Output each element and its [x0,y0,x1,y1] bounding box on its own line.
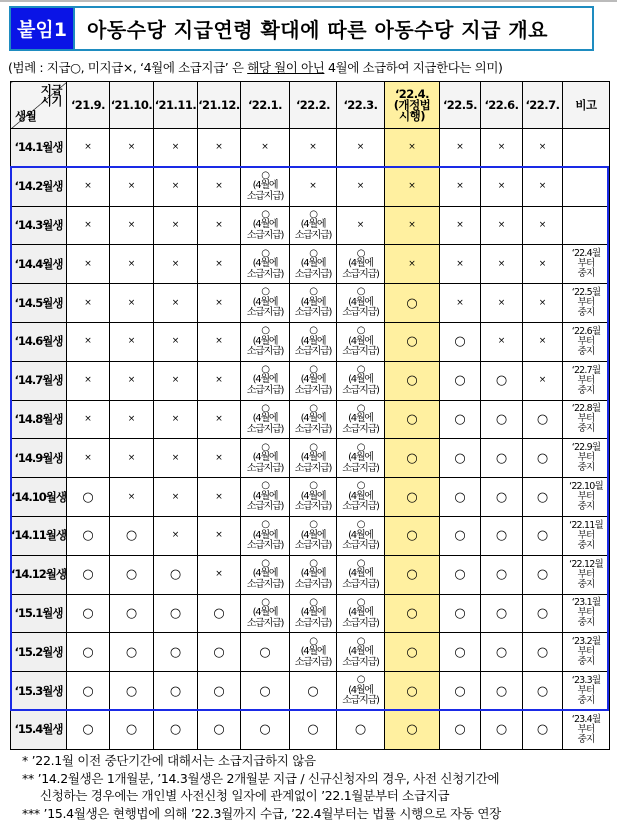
retroactive-paid-cell: ○ (4월에 소급지급) [337,594,385,633]
paid-cell: ○ [385,594,440,633]
retroactive-paid-cell: ○ (4월에 소급지급) [290,439,337,478]
paid-cell: ○ [523,710,563,749]
page-title: 아동수당 지급연령 확대에 따른 아동수당 지급 개요 [87,18,548,42]
legend [8,58,503,76]
not-paid-cell: × [337,129,385,168]
not-paid-cell: × [440,284,481,323]
corner-bottom-label: 생월 [15,109,37,123]
paid-cell: ○ [154,594,198,633]
retroactive-paid-cell: ○ (4월에 소급지급) [241,555,290,594]
paid-cell: ○ [385,322,440,361]
not-paid-cell: × [110,361,154,400]
not-paid-cell: × [523,322,563,361]
paid-cell: ○ [110,672,154,711]
not-paid-cell: × [337,167,385,206]
not-paid-cell: × [440,129,481,168]
not-paid-cell: × [154,361,198,400]
row-label: ‘14.4월생 [11,245,67,284]
paid-cell: ○ [67,516,110,555]
paid-cell: ○ [198,633,241,672]
retroactive-paid-cell: ○ (4월에 소급지급) [337,361,385,400]
retroactive-paid-cell: ○ (4월에 소급지급) [241,167,290,206]
column-header: ‘21.9. [67,82,110,129]
title-box [9,6,594,51]
not-paid-cell: × [198,439,241,478]
not-paid-cell: × [154,284,198,323]
remark-cell: ‘23.1월 부터 중지 [563,594,610,633]
retroactive-paid-cell: ○ (4월에 소급지급) [337,478,385,517]
column-header: ‘22.5. [440,82,481,129]
paid-cell: ○ [67,710,110,749]
paid-cell: ○ [110,516,154,555]
footnote-1: * ’22.1월 이전 중단기간에 대해서는 소급지급하지 않음 [22,753,316,768]
retroactive-paid-cell: ○ (4월에 소급지급) [290,245,337,284]
paid-cell: ○ [241,633,290,672]
table-row [11,710,610,749]
paid-cell: ○ [290,672,337,711]
row-label: ‘14.11월생 [11,516,67,555]
retroactive-paid-cell: ○ (4월에 소급지급) [337,245,385,284]
remark-cell: ‘22.4월 부터 중지 [563,245,610,284]
retroactive-paid-cell: ○ (4월에 소급지급) [290,322,337,361]
retroactive-paid-cell: ○ (4월에 소급지급) [241,245,290,284]
retroactive-paid-cell: ○ (4월에 소급지급) [290,361,337,400]
retroactive-paid-cell: ○ (4월에 소급지급) [290,516,337,555]
not-paid-cell: × [67,322,110,361]
paid-cell: ○ [440,594,481,633]
table-row [11,206,610,245]
paid-cell: ○ [337,710,385,749]
paid-cell: ○ [523,478,563,517]
paid-cell: ○ [440,633,481,672]
legend-underlined: 해당 월이 아닌 [247,60,325,75]
not-paid-cell: × [154,245,198,284]
paid-cell: ○ [110,594,154,633]
retroactive-paid-cell: ○ (4월에 소급지급) [290,400,337,439]
paid-cell: ○ [523,594,563,633]
paid-cell: ○ [198,594,241,633]
paid-cell: ○ [385,478,440,517]
column-header: 비고 [563,82,610,129]
table-row [11,167,610,206]
paid-cell: ○ [523,555,563,594]
not-paid-cell: × [154,516,198,555]
not-paid-cell: × [290,167,337,206]
retroactive-paid-cell: ○ (4월에 소급지급) [241,322,290,361]
not-paid-cell: × [67,129,110,168]
paid-cell: ○ [385,361,440,400]
not-paid-cell: × [110,439,154,478]
paid-cell: ○ [481,710,523,749]
column-header: ‘21.11. [154,82,198,129]
paid-cell: ○ [481,672,523,711]
not-paid-cell: × [385,245,440,284]
retroactive-paid-cell: ○ (4월에 소급지급) [241,400,290,439]
row-label: ‘14.8월생 [11,400,67,439]
not-paid-cell: × [198,478,241,517]
row-label: ‘14.1월생 [11,129,67,168]
paid-cell: ○ [481,478,523,517]
remark-cell: ‘23.2월 부터 중지 [563,633,610,672]
not-paid-cell: × [110,322,154,361]
not-paid-cell: × [67,400,110,439]
corner-header [11,82,67,129]
remark-cell [563,129,610,168]
column-header: ‘22.1. [241,82,290,129]
paid-cell: ○ [241,672,290,711]
footnotes [22,752,501,822]
not-paid-cell: × [154,167,198,206]
column-header: ‘21.10. [110,82,154,129]
not-paid-cell: × [481,167,523,206]
not-paid-cell: × [198,361,241,400]
paid-cell: ○ [241,710,290,749]
retroactive-paid-cell: ○ (4월에 소급지급) [337,284,385,323]
row-label: ‘14.5월생 [11,284,67,323]
not-paid-cell: × [154,478,198,517]
column-header: ‘22.4. (개정법 시행) [385,82,440,129]
retroactive-paid-cell: ○ (4월에 소급지급) [290,555,337,594]
row-label: ‘14.12월생 [11,555,67,594]
remark-cell: ‘22.6월 부터 중지 [563,322,610,361]
paid-cell: ○ [385,516,440,555]
not-paid-cell: × [67,361,110,400]
retroactive-paid-cell: ○ (4월에 소급지급) [337,439,385,478]
retroactive-paid-cell: ○ (4월에 소급지급) [241,284,290,323]
not-paid-cell: × [110,478,154,517]
paid-cell: ○ [385,633,440,672]
footnote-2: ** ’14.2월생은 1개월분, ’14.3월생은 2개월분 지급 / 신규신청자의 경우, 사전 신청기간에 [22,770,500,786]
retroactive-paid-cell: ○ (4월에 소급지급) [241,206,290,245]
table-row [11,516,610,555]
table-row [11,284,610,323]
row-label: ‘14.6월생 [11,322,67,361]
remark-cell: ‘22.9월 부터 중지 [563,439,610,478]
retroactive-paid-cell: ○ (4월에 소급지급) [290,478,337,517]
paid-cell: ○ [440,478,481,517]
not-paid-cell: × [198,555,241,594]
paid-cell: ○ [198,710,241,749]
paid-cell: ○ [481,400,523,439]
not-paid-cell: × [110,245,154,284]
not-paid-cell: × [337,206,385,245]
paid-cell: ○ [110,633,154,672]
paid-cell: ○ [198,672,241,711]
attachment-badge: 붙임1 [11,8,75,49]
retroactive-paid-cell: ○ (4월에 소급지급) [337,516,385,555]
not-paid-cell: × [385,167,440,206]
not-paid-cell: × [385,129,440,168]
paid-cell: ○ [440,439,481,478]
retroactive-paid-cell: ○ (4월에 소급지급) [241,361,290,400]
row-label: ‘15.2월생 [11,633,67,672]
paid-cell: ○ [67,672,110,711]
not-paid-cell: × [67,284,110,323]
paid-cell: ○ [440,555,481,594]
paid-cell: ○ [440,400,481,439]
top-rule [0,0,617,2]
retroactive-paid-cell: ○ (4월에 소급지급) [290,206,337,245]
footnote-2-cont: 신청하는 경우에는 개인별 사전신청 일자에 관계없이 ’22.1월분부터 소급지급 [40,788,450,803]
retroactive-paid-cell: ○ (4월에 소급지급) [241,439,290,478]
row-label: ‘15.1월생 [11,594,67,633]
not-paid-cell: × [154,400,198,439]
not-paid-cell: × [481,129,523,168]
paid-cell: ○ [110,710,154,749]
row-label: ‘14.10월생 [11,478,67,517]
column-header: ‘22.7. [523,82,563,129]
not-paid-cell: × [523,245,563,284]
paid-cell: ○ [290,710,337,749]
not-paid-cell: × [523,206,563,245]
not-paid-cell: × [385,206,440,245]
not-paid-cell: × [440,245,481,284]
retroactive-paid-cell: ○ (4월에 소급지급) [241,516,290,555]
not-paid-cell: × [198,129,241,168]
retroactive-paid-cell: ○ (4월에 소급지급) [241,594,290,633]
paid-cell: ○ [481,633,523,672]
retroactive-paid-cell: ○ (4월에 소급지급) [290,633,337,672]
table-row [11,672,610,711]
not-paid-cell: × [154,206,198,245]
footnote-3: *** ’15.4월생은 현행법에 의해 ’22.3월까지 수급, ’22.4월부터는 법률 시행으로 자동 연장 [22,805,501,821]
table-row [11,361,610,400]
retroactive-paid-cell: ○ (4월에 소급지급) [290,284,337,323]
paid-cell: ○ [481,516,523,555]
not-paid-cell: × [110,400,154,439]
paid-cell: ○ [440,361,481,400]
not-paid-cell: × [481,284,523,323]
column-header: ‘21.12. [198,82,241,129]
not-paid-cell: × [67,167,110,206]
paid-cell: ○ [154,672,198,711]
paid-cell: ○ [523,400,563,439]
paid-cell: ○ [385,555,440,594]
column-header: ‘22.6. [481,82,523,129]
row-label: ‘14.9월생 [11,439,67,478]
paid-cell: ○ [523,633,563,672]
column-header: ‘22.2. [290,82,337,129]
paid-cell: ○ [154,555,198,594]
not-paid-cell: × [198,206,241,245]
not-paid-cell: × [198,284,241,323]
paid-cell: ○ [385,672,440,711]
not-paid-cell: × [481,322,523,361]
not-paid-cell: × [110,206,154,245]
remark-cell: ‘23.4월 부터 중지 [563,710,610,749]
payment-table [10,81,610,750]
not-paid-cell: × [198,516,241,555]
remark-cell [563,167,610,206]
not-paid-cell: × [110,129,154,168]
not-paid-cell: × [110,284,154,323]
row-label: ‘14.3월생 [11,206,67,245]
paid-cell: ○ [385,710,440,749]
not-paid-cell: × [523,167,563,206]
row-label: ‘14.7월생 [11,361,67,400]
retroactive-paid-cell: ○ (4월에 소급지급) [337,672,385,711]
retroactive-paid-cell: ○ (4월에 소급지급) [290,594,337,633]
table-row [11,129,610,168]
not-paid-cell: × [440,167,481,206]
column-header: ‘22.3. [337,82,385,129]
paid-cell: ○ [110,555,154,594]
paid-cell: ○ [385,439,440,478]
legend-suffix: 4월에 소급하여 지급한다는 의미) [324,60,503,75]
remark-cell: ‘22.5월 부터 중지 [563,284,610,323]
not-paid-cell: × [198,245,241,284]
paid-cell: ○ [481,439,523,478]
paid-cell: ○ [481,594,523,633]
legend-prefix: (범례 : 지급○, 미지급×, ‘4월에 소급지급’ 은 [8,60,248,75]
not-paid-cell: × [154,129,198,168]
not-paid-cell: × [481,206,523,245]
table-row [11,633,610,672]
retroactive-paid-cell: ○ (4월에 소급지급) [337,322,385,361]
paid-cell: ○ [523,672,563,711]
remark-cell: ‘22.7월 부터 중지 [563,361,610,400]
paid-cell: ○ [67,633,110,672]
paid-cell: ○ [523,516,563,555]
retroactive-paid-cell: ○ (4월에 소급지급) [337,555,385,594]
remark-cell: ‘22.10월 부터 중지 [563,478,610,517]
paid-cell: ○ [440,322,481,361]
table-row [11,400,610,439]
table-row [11,322,610,361]
not-paid-cell: × [154,439,198,478]
retroactive-paid-cell: ○ (4월에 소급지급) [241,478,290,517]
not-paid-cell: × [523,284,563,323]
not-paid-cell: × [67,206,110,245]
not-paid-cell: × [241,129,290,168]
table-row [11,245,610,284]
remark-cell: ‘22.12월 부터 중지 [563,555,610,594]
paid-cell: ○ [67,555,110,594]
paid-cell: ○ [154,710,198,749]
not-paid-cell: × [481,245,523,284]
table-row [11,594,610,633]
retroactive-paid-cell: ○ (4월에 소급지급) [337,400,385,439]
table-row [11,555,610,594]
paid-cell: ○ [440,516,481,555]
paid-cell: ○ [523,439,563,478]
table-row [11,439,610,478]
row-label: ‘14.2월생 [11,167,67,206]
row-label: ‘15.3월생 [11,672,67,711]
not-paid-cell: × [523,129,563,168]
paid-cell: ○ [440,710,481,749]
paid-cell: ○ [67,594,110,633]
not-paid-cell: × [110,167,154,206]
retroactive-paid-cell: ○ (4월에 소급지급) [337,633,385,672]
not-paid-cell: × [290,129,337,168]
paid-cell: ○ [385,400,440,439]
not-paid-cell: × [198,322,241,361]
not-paid-cell: × [198,167,241,206]
not-paid-cell: × [440,206,481,245]
paid-cell: ○ [385,284,440,323]
paid-cell: ○ [67,478,110,517]
not-paid-cell: × [523,361,563,400]
paid-cell: ○ [154,633,198,672]
paid-cell: ○ [481,555,523,594]
row-label: ‘15.4월생 [11,710,67,749]
not-paid-cell: × [198,400,241,439]
not-paid-cell: × [154,322,198,361]
corner-top-label: 지급 시기 [40,83,62,108]
remark-cell: ‘22.11월 부터 중지 [563,516,610,555]
remark-cell: ‘22.8월 부터 중지 [563,400,610,439]
paid-cell: ○ [481,361,523,400]
remark-cell: ‘23.3월 부터 중지 [563,672,610,711]
not-paid-cell: × [67,439,110,478]
table-row [11,478,610,517]
remark-cell [563,206,610,245]
paid-cell: ○ [440,672,481,711]
not-paid-cell: × [67,245,110,284]
